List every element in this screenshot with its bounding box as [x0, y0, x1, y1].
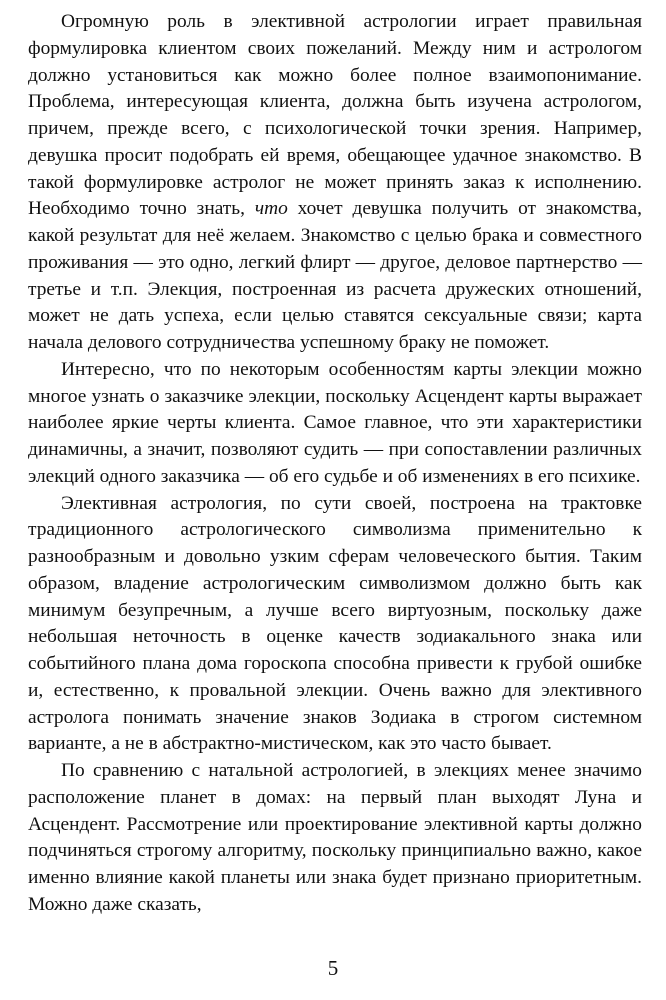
paragraph-1-emphasis: что [254, 198, 288, 220]
paragraph-2: Интересно, что по некоторым особенностям карты элекции можно многое узнать о заказчике элекции, поскольку Асцендент карты выражает наиболее яркие черты клиента. Самое главное, что эти характеристики динамичны, а значит, позволяют судить — при сопоставлении различных элекций одного заказчика — об его судьбе и об изменениях в его психике. [28, 358, 642, 487]
paragraph-1-after: хочет девушка получить от знакомства, какой результат для неё желаем. Знакомство с целью брака и совместного проживания — это одно, легкий флирт — другое, деловое партнерство — третье и т.п. Элекция, построенная из расчета дружеских отношений, может не дать успеха, если целью ставятся сексуальные связи; карта начала делового сотрудничества успешному браку не поможет. [28, 198, 642, 353]
page-number: 5 [327, 956, 339, 980]
paragraph-4: По сравнению с натальной астрологией, в элекциях менее значимо расположение планет в домах: на первый план выходят Луна и Асцендент. Рассмотрение или проектирование элективной карты должно подчиняться строгому алгоритму, поскольку принципиально важно, какое именно влияние какой планеты или знака будет признано приоритетным. Можно даже сказать, [28, 760, 642, 915]
paragraph-3: Элективная астрология, по сути своей, построена на трактовке традиционного астрологического символизма применительно к разнообразным и довольно узким сферам человеческого бытия. Таким образом, владение астрологическим символизмом должно быть как минимум безупречным, а лучше всего виртуозным, поскольку даже небольшая неточность в оценке качеств зодиакального знака или событийного плана дома гороскопа способна привести к грубой ошибке и, естественно, к провальной элекции. Очень важно для элективного астролога понимать значение знаков Зодиака в строгом системном варианте, а не в абстрактно-мистическом, как это часто бывает. [28, 492, 642, 755]
paragraph-1 [28, 9, 642, 357]
body-text [28, 9, 642, 919]
paragraph-1-before: Огромную роль в элективной астрологии играет правильная формулировка клиентом своих пожеланий. Между ним и астрологом должно установиться как можно более полное взаимопонимание. Проблема, интересующая клиента, должна быть изучена астрологом, причем, прежде всего, с психологической точки зрения. Например, девушка просит подобрать ей время, обещающее удачное знакомство. В такой формулировке астролог не может принять заказ к исполнению. Необходимо точно знать, [28, 11, 642, 220]
